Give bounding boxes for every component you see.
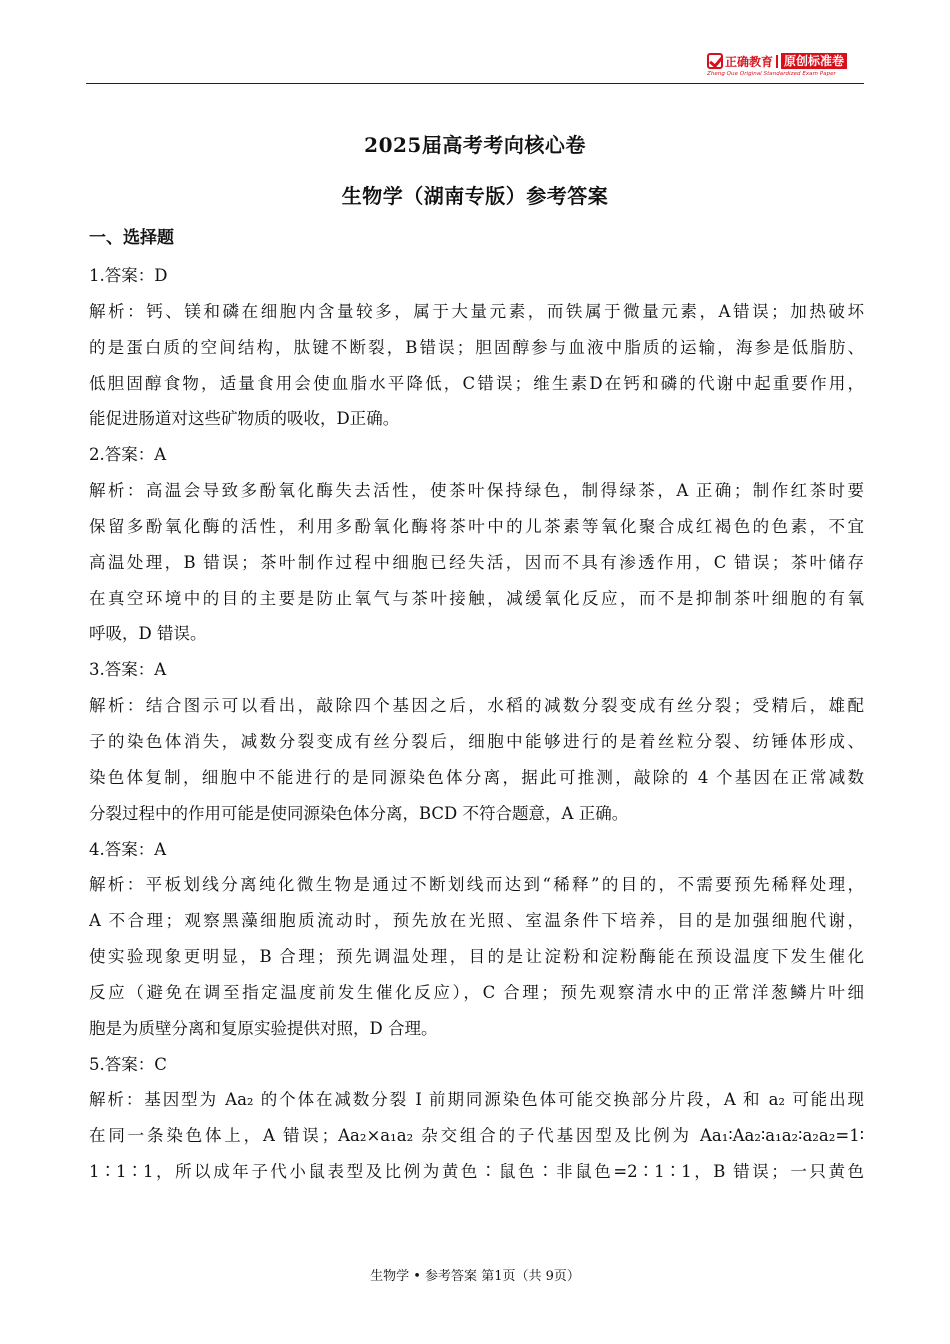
- explanation-line: 保留多酚氧化酶的活性，利用多酚氧化酶将茶叶中的儿茶素等氧化聚合成红褐色的色素，不宜: [89, 516, 864, 536]
- page-subtitle: 生物学（湖南专版）参考答案: [341, 184, 609, 208]
- answer-line: 1.答案：D: [89, 266, 168, 285]
- explanation-line: A 不合理；观察黑藻细胞质流动时，预先放在光照、室温条件下培养，目的是加强细胞代谢，: [89, 911, 864, 931]
- brand-subtitle: Zheng Que Original Standardized Exam Paper: [707, 71, 836, 77]
- question-block: [89, 437, 864, 652]
- explanation-line: 染色体复制，细胞中不能进行的是同源染色体分离，据此可推测，敲除的 4 个基因在正常减数: [89, 767, 864, 787]
- explanation-line: 呼吸，D 错误。: [89, 624, 207, 644]
- page-title: 2025届高考考向核心卷: [364, 133, 586, 157]
- brand-divider: [776, 55, 778, 68]
- explanation-line: 胞是为质壁分离和复原实验提供对照，D 合理。: [89, 1018, 438, 1038]
- explanation-line: 使实验现象更明显，B 合理；预先调温处理，目的是让淀粉和淀粉酶能在预设温度下发生催化: [89, 947, 864, 967]
- explanation-line: 能促进肠道对这些矿物质的吸收，D正确。: [89, 409, 400, 429]
- explanation-line: 低胆固醇食物，适量食用会使血脂水平降低，C错误；维生素D在钙和磷的代谢中起重要作用，: [89, 373, 864, 393]
- explanation-line: 的是蛋白质的空间结构，肽键不断裂，B错误；胆固醇参与血液中脂质的运输，海参是低脂肪、: [89, 337, 864, 357]
- brand-logo: [707, 52, 864, 82]
- section-heading: 一、选择题: [89, 228, 174, 248]
- explanation-line: 在同一条染色体上，A 错误；Aa₂×a₁a₂ 杂交组合的子代基因型及比例为 Aa₁∶Aa₂∶a₁a₂∶a₂a₂=1∶: [89, 1126, 864, 1146]
- explanation-line: 高温处理，B 错误；茶叶制作过程中细胞已经失活，因而不具有渗透作用，C 错误；茶叶储存: [89, 552, 864, 572]
- answer-line: 3.答案：A: [89, 660, 167, 680]
- page-footer: 生物学 • 参考答案 第1页（共 9页）: [370, 1269, 580, 1284]
- answer-line: 2.答案：A: [89, 445, 167, 465]
- explanation-line: 在真空环境中的目的主要是防止氧气与茶叶接触，减缓氧化反应，而不是抑制茶叶细胞的有氧: [89, 588, 864, 608]
- answer-list: [89, 258, 864, 1190]
- checkmark-icon: [707, 53, 723, 69]
- explanation-line: 解析：钙、镁和磷在细胞内含量较多，属于大量元素，而铁属于微量元素，A错误；加热破坏: [89, 301, 864, 321]
- question-block: [89, 258, 864, 437]
- answer-line: 4.答案：A: [89, 839, 167, 859]
- explanation-line: 解析：基因型为 Aa₂ 的个体在减数分裂 I 前期同源染色体可能交换部分片段，A 和 a₂ 可能出现: [89, 1090, 864, 1110]
- explanation-line: 子的染色体消失，减数分裂变成有丝分裂后，细胞中能够进行的是着丝粒分裂、纺锤体形成、: [89, 731, 864, 751]
- question-block: [89, 652, 864, 831]
- explanation-line: 解析：平板划线分离纯化微生物是通过不断划线而达到“稀释”的目的，不需要预先稀释处理，: [89, 875, 864, 895]
- question-block: [89, 832, 864, 1047]
- explanation-line: 解析：高温会导致多酚氧化酶失去活性，使茶叶保持绿色，制得绿茶，A 正确；制作红茶时要: [89, 481, 864, 501]
- brand-tagline: 原创标准卷: [781, 53, 847, 69]
- header-rule: [86, 83, 864, 84]
- question-block: [89, 1047, 864, 1190]
- explanation-line: 解析：结合图示可以看出，敲除四个基因之后，水稻的减数分裂变成有丝分裂；受精后，雄配: [89, 696, 864, 716]
- explanation-line: 反应（避免在调至指定温度前发生催化反应），C 合理；预先观察清水中的正常洋葱鳞片叶细: [89, 982, 864, 1002]
- brand-name: 正确教育: [725, 54, 774, 69]
- explanation-line: 分裂过程中的作用可能是使同源染色体分离，BCD 不符合题意，A 正确。: [89, 803, 629, 823]
- explanation-line: 1∶1∶1，所以成年子代小鼠表型及比例为黄色∶鼠色∶非鼠色=2∶1∶1，B 错误；一只黄色: [89, 1162, 864, 1182]
- answer-line: 5.答案：C: [89, 1054, 167, 1074]
